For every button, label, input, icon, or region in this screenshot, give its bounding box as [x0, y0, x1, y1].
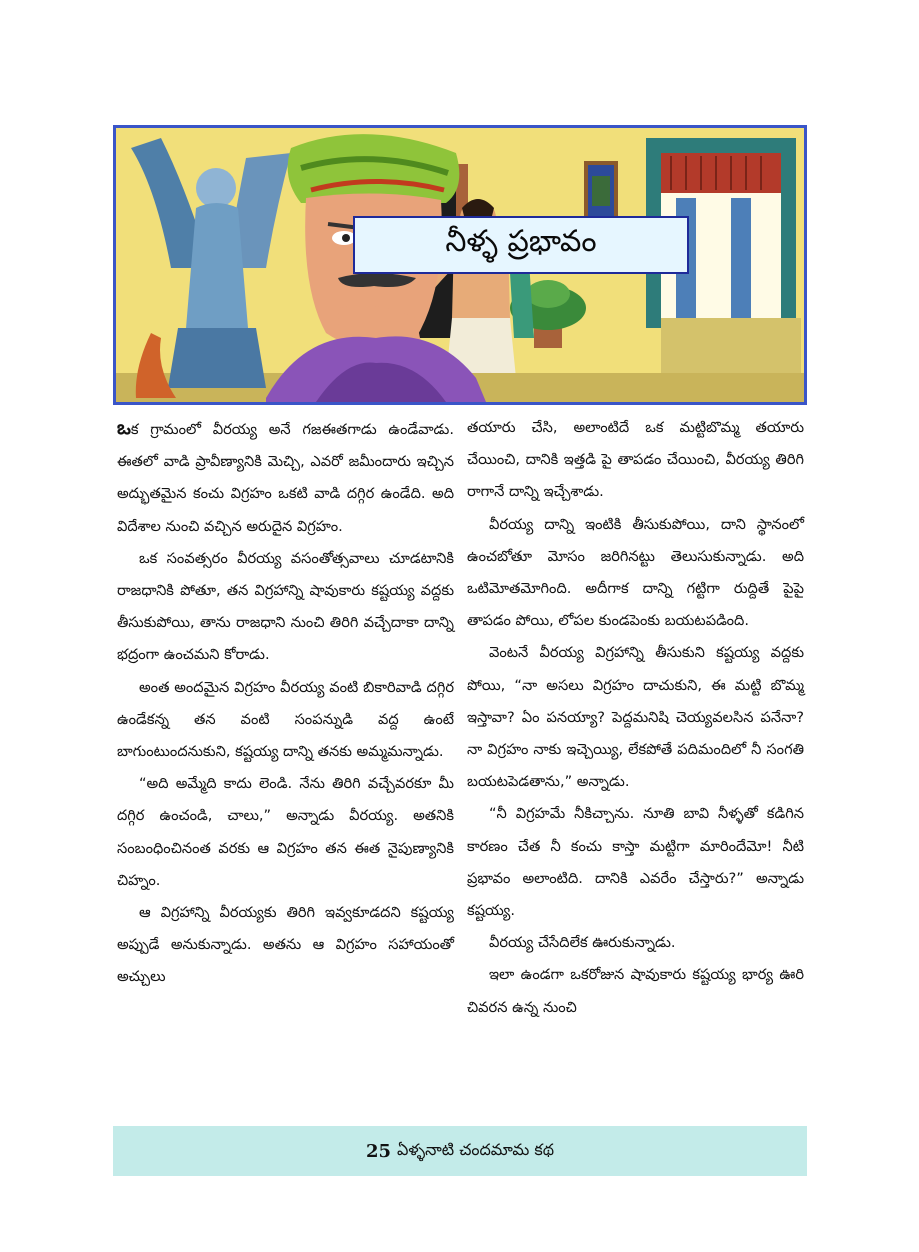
paragraph: ఇలా ఉండగా ఒకరోజున షావుకారు కష్టయ్య భార్య ఊరి చివరన ఉన్న నుంచి: [467, 966, 804, 1016]
paragraph: “నీ విగ్రహమే నీకిచ్చాను. నూతి బావి నీళ్ళతో కడిగిన కారణం చేత నీ కంచు కాస్తా మట్టిగా మారిందేమో! నీటి ప్రభావం అలాంటిది. దానికి ఎవరేం చేస్తారు?” అన్నాడు కష్టయ్య.: [467, 805, 804, 920]
drop-cap: ఒ: [117, 417, 131, 439]
paragraph: ఒక గ్రామంలో వీరయ్య అనే గజఈతగాడు ఉండేవాడు. ఈతలో వాడి ప్రావీణ్యానికి మెచ్చి, ఎవరో జమీందారు ఇచ్చిన అద్భుతమైన కంచు విగ్రహం ఒకటి వాడి దగ్గిర ఉండేది. అది విదేశాల నుంచి వచ్చిన అరుదైన విగ్రహం.: [117, 417, 454, 535]
paragraph: వెంటనే వీరయ్య విగ్రహాన్ని తీసుకుని కష్టయ్య వద్దకు పోయి, “నా అసలు విగ్రహం దాచుకుని, ఈ మట్టి బొమ్మ ఇస్తావా? ఏం పనయ్యా? పెద్దమనిషి చెయ్యవలసిన పనేనా? నా విగ్రహం నాకు ఇచ్చెయ్యి, లేకపోతే పదిమందిలో నీ సంగతి బయటపెడతాను,” అన్నాడు.: [467, 644, 804, 791]
page-number: 25: [365, 1140, 391, 1162]
paragraph: వీరయ్య దాన్ని ఇంటికి తీసుకుపోయి, దాని స్థానంలో ఉంచబోతూ మోసం జరిగినట్టు తెలుసుకున్నాడు. అది ఒటిమోతమోగింది. అదీగాక దాన్ని గట్టిగా రుద్దితే పైపై తాపడం పోయి, లోపల కుండపెంకు బయటపడింది.: [467, 515, 804, 630]
story-title: నీళ్ళ ప్రభావం: [445, 224, 597, 259]
paragraph: ఆ విగ్రహాన్ని వీరయ్యకు తిరిగి ఇవ్వకూడదని కష్టయ్య అప్పుడే అనుకున్నాడు. అతను ఆ విగ్రహం సహాయంతో అచ్చులు: [117, 904, 454, 986]
footer-caption: ఏళ్ళనాటి చందమామ కథ: [397, 1139, 555, 1159]
story-title-box: [353, 216, 689, 274]
text-column-left: [117, 412, 454, 994]
paragraph: తయారు చేసి, అలాంటిదే ఒక మట్టిబొమ్మ తయారు చేయించి, దానికి ఇత్తడి పై తాపడం చేయించి, వీరయ్య తిరిగి రాగానే దాన్ని ఇచ్చేశాడు.: [467, 419, 804, 501]
paragraph: అంత అందమైన విగ్రహం వీరయ్య వంటి బికారివాడి దగ్గిర ఉండేకన్న తన వంటి సంపన్నుడి వద్ద ఉంటే బాగుంటుందనుకుని, కష్టయ్య దాన్ని తనకు అమ్మమన్నాడు.: [117, 678, 454, 761]
paragraph: వీరయ్య చేసేదిలేక ఊరుకున్నాడు.: [489, 934, 676, 952]
text-column-right: [467, 412, 804, 1024]
page-footer: [113, 1126, 807, 1176]
paragraph: “అది అమ్మేది కాదు లెండి. నేను తిరిగి వచ్చేవరకూ మీ దగ్గిర ఉంచండి, చాలు,” అన్నాడు వీరయ్య. అతనికి సంబంధించినంత వరకు ఆ విగ్రహం తన ఈత నైపుణ్యానికి చిహ్నం.: [117, 775, 454, 889]
paragraph: ఒక సంవత్సరం వీరయ్య వసంతోత్సవాలు చూడటానికి రాజధానికి పోతూ, తన విగ్రహాన్ని షావుకారు కష్టయ్య వద్దకు తీసుకుపోయి, తాను రాజధాని నుంచి తిరిగి వచ్చేదాకా దాన్ని భద్రంగా ఉంచమని కోరాడు.: [117, 549, 454, 664]
